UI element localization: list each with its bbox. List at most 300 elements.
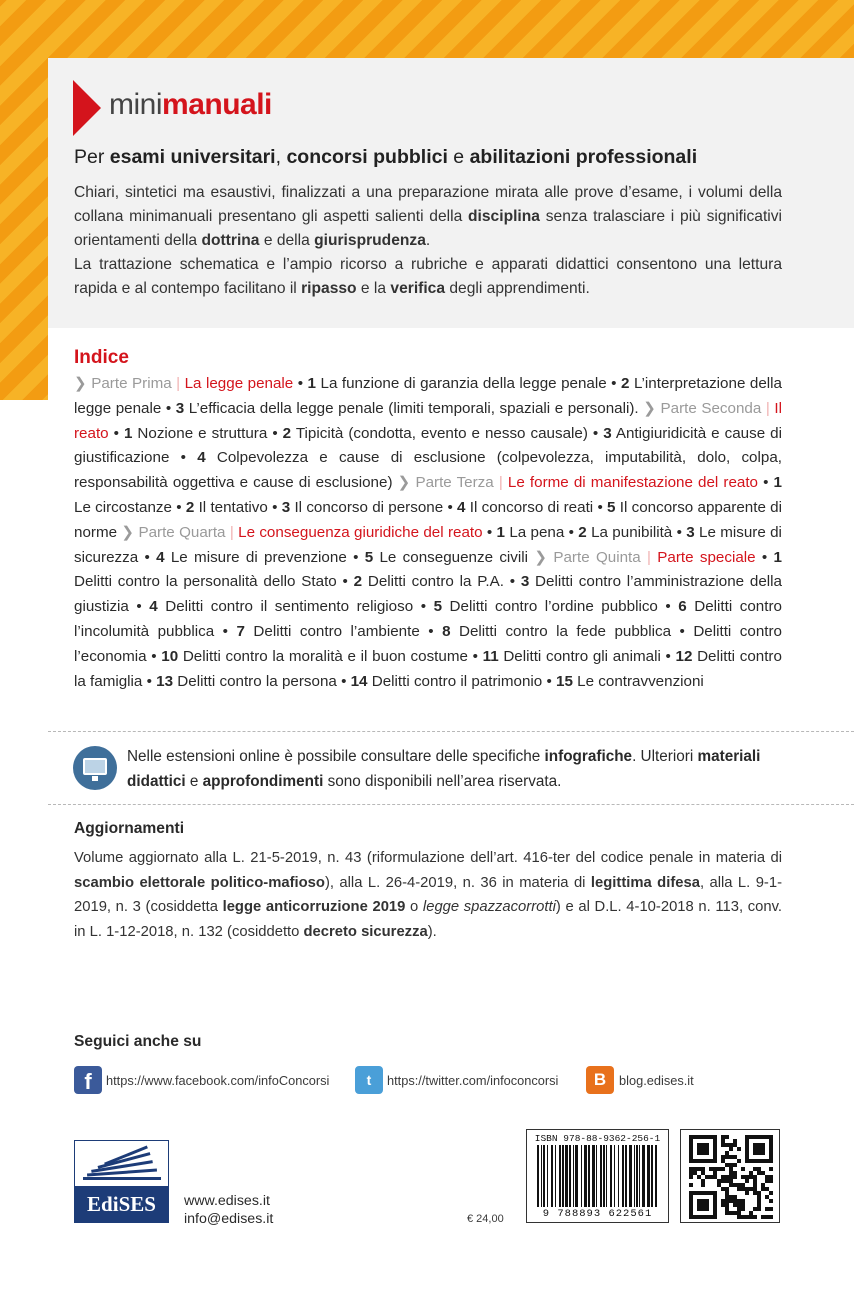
qr-module xyxy=(729,1167,733,1171)
qr-module xyxy=(737,1203,741,1207)
headline-emphasis: concorsi pubblici xyxy=(286,146,448,168)
barcode-bar xyxy=(569,1145,571,1207)
qr-finder xyxy=(697,1199,709,1211)
qr-module xyxy=(729,1179,733,1183)
chevron-right-icon: ❯ xyxy=(534,548,554,566)
qr-module xyxy=(753,1207,757,1211)
qr-module xyxy=(757,1167,761,1171)
qr-module xyxy=(733,1143,737,1147)
chapter-number: 11 xyxy=(482,647,499,665)
barcode-bar xyxy=(592,1145,595,1207)
facebook-icon[interactable]: f xyxy=(74,1066,102,1094)
chapter-title: Le misure di prevenzione xyxy=(170,548,347,566)
qr-module xyxy=(741,1207,745,1211)
qr-module xyxy=(765,1207,769,1211)
chevron-right-icon: ❯ xyxy=(643,399,661,417)
online-text: e xyxy=(185,772,203,790)
qr-module xyxy=(701,1171,705,1175)
qr-module xyxy=(721,1135,725,1139)
qr-module xyxy=(757,1207,761,1211)
qr-module xyxy=(769,1179,773,1183)
chapter-number: 1 xyxy=(773,474,782,492)
part-title: La legge penale xyxy=(184,375,294,392)
barcode-bar xyxy=(622,1145,624,1207)
qr-module xyxy=(725,1195,729,1199)
qr-module xyxy=(737,1207,741,1211)
qr-module xyxy=(729,1171,733,1175)
qr-module xyxy=(721,1143,725,1147)
bullet: • xyxy=(755,548,774,566)
intro-text: Chiari, sintetici ma esaustivi, finalizzati a una preparazione mirata alle prove d’esame, i volumi della collana minimanuali presentano gli aspetti salienti della xyxy=(74,184,782,225)
barcode-bars xyxy=(535,1145,661,1207)
barcode-bar xyxy=(655,1145,657,1207)
updates-italic: legge spazzacorrotti xyxy=(422,899,556,915)
chapter-title: La pena xyxy=(509,523,565,541)
intro-text: e della xyxy=(259,232,315,249)
intro-paragraph xyxy=(74,181,782,253)
twitter-link[interactable]: https://twitter.com/infoconcorsi xyxy=(387,1073,559,1088)
chapter-number: 5 xyxy=(364,548,374,566)
updates-bold: decreto sicurezza xyxy=(303,923,428,940)
part-title: Parte speciale xyxy=(657,548,756,566)
updates-normal: o xyxy=(405,899,423,915)
qr-module xyxy=(725,1211,729,1215)
qr-module xyxy=(729,1175,733,1179)
chapter-number: 3 xyxy=(175,399,185,417)
chapter-number: 15 xyxy=(556,672,573,690)
series-logo xyxy=(109,88,272,122)
screen-display xyxy=(85,760,105,773)
qr-module xyxy=(725,1203,729,1207)
part-label: Parte Prima xyxy=(91,375,172,392)
qr-module xyxy=(721,1199,725,1203)
intro-text: e la xyxy=(356,280,391,297)
barcode-bar xyxy=(581,1145,582,1207)
qr-module xyxy=(753,1215,757,1219)
qr-module xyxy=(729,1195,733,1199)
qr-module xyxy=(729,1143,733,1147)
chapter-title: Nozione e struttura xyxy=(137,424,268,442)
part-separator: | xyxy=(225,523,239,541)
headline xyxy=(74,146,697,169)
qr-module xyxy=(705,1175,709,1179)
qr-module xyxy=(745,1191,749,1195)
bullet: • xyxy=(413,598,434,616)
barcode-bar xyxy=(618,1145,619,1207)
chevron-right-icon: ❯ xyxy=(74,375,92,392)
facebook-link[interactable]: https://www.facebook.com/infoConcorsi xyxy=(106,1073,330,1088)
bullet: • xyxy=(587,424,604,442)
qr-module xyxy=(733,1199,737,1203)
qr-module xyxy=(741,1175,745,1179)
barcode-bar xyxy=(541,1145,542,1207)
qr-module xyxy=(749,1211,753,1215)
chapter-number: 6 xyxy=(678,598,687,616)
qr-module xyxy=(737,1147,741,1151)
chapter-number: 1 xyxy=(307,375,316,392)
barcode-bar xyxy=(575,1145,578,1207)
qr-module xyxy=(717,1179,721,1183)
divider xyxy=(48,804,854,805)
qr-module xyxy=(725,1175,729,1179)
barcode-bar xyxy=(636,1145,638,1207)
qr-pattern xyxy=(689,1135,773,1219)
qr-module xyxy=(697,1167,701,1171)
qr-module xyxy=(753,1183,757,1187)
qr-module xyxy=(745,1175,749,1179)
chapter-number: 4 xyxy=(149,598,158,616)
part-label: Parte Terza xyxy=(415,474,494,492)
qr-module xyxy=(741,1183,745,1187)
chapter-number: 2 xyxy=(185,498,195,516)
chapter-title: Il tentativo xyxy=(198,498,268,516)
qr-module xyxy=(733,1211,737,1215)
barcode-bar xyxy=(588,1145,590,1207)
qr-module xyxy=(717,1183,721,1187)
intro-text: senza tralasciare i più significativi orientamenti della xyxy=(74,208,782,249)
intro-emphasis: verifica xyxy=(390,280,446,297)
qr-module xyxy=(721,1187,725,1191)
qr-module xyxy=(749,1215,753,1219)
chapter-title: Tipicità (condotta, evento e nesso causale) xyxy=(295,424,588,442)
screen-stand xyxy=(92,776,98,781)
chapter-number: 2 xyxy=(578,523,587,541)
chapter-title: Delitti contro il patrimonio xyxy=(371,672,543,690)
qr-module xyxy=(689,1183,693,1187)
bullet: • xyxy=(138,548,157,566)
intro-text xyxy=(74,181,782,301)
barcode-bar xyxy=(614,1145,615,1207)
price: € 24,00 xyxy=(467,1213,504,1225)
chapter-title: Delitti contro la personalità dello Stato xyxy=(74,573,337,591)
updates-title: Aggiornamenti xyxy=(74,820,185,837)
bullet: • xyxy=(267,498,282,516)
bullet: • xyxy=(171,498,186,516)
intro-emphasis: giurisprudenza xyxy=(314,232,426,249)
table-of-contents xyxy=(74,372,782,694)
qr-finder xyxy=(753,1143,765,1155)
chapter-title: Delitti contro la moralità e il buon costume xyxy=(182,647,468,665)
isbn-label: ISBN 978-88-9362-256-1 xyxy=(534,1133,661,1144)
qr-module xyxy=(693,1171,697,1175)
qr-module xyxy=(761,1171,765,1175)
qr-module xyxy=(733,1171,737,1175)
bullet: • xyxy=(336,672,351,690)
online-extensions-note xyxy=(127,745,782,794)
website-link[interactable]: www.edises.it xyxy=(184,1193,270,1209)
qr-module xyxy=(753,1187,757,1191)
open-book-icon xyxy=(75,1141,168,1186)
bullet: • xyxy=(214,622,237,640)
chapter-title: Delitti contro l’incolumità pubblica xyxy=(74,598,782,640)
qr-module xyxy=(721,1159,725,1163)
qr-module xyxy=(725,1207,729,1211)
chapter-number: 5 xyxy=(607,498,616,516)
barcode-bar xyxy=(584,1145,587,1207)
bullet: • xyxy=(161,399,176,417)
qr-module xyxy=(713,1171,717,1175)
chapter-title: Delitti contro la P.A. xyxy=(367,573,504,591)
chapter-title: Delitti contro gli animali xyxy=(503,647,661,665)
chapter-number: 3 xyxy=(603,424,612,442)
chapter-number: 2 xyxy=(620,375,630,392)
publisher-logo xyxy=(74,1140,169,1223)
qr-module xyxy=(737,1183,741,1187)
qr-module xyxy=(769,1167,773,1171)
qr-code[interactable] xyxy=(680,1129,780,1223)
chapter-title: Delitti contro la famiglia xyxy=(74,647,782,690)
qr-module xyxy=(741,1199,745,1203)
bullet: • xyxy=(482,523,497,541)
barcode-bar xyxy=(603,1145,605,1207)
chapter-number: 14 xyxy=(350,672,368,690)
chapter-number: 1 xyxy=(496,523,505,541)
part-title: Le forme di manifestazione del reato xyxy=(507,474,759,492)
barcode-bar xyxy=(610,1145,612,1207)
chapter-title: L’interpretazione della legge penale xyxy=(74,375,782,417)
chapter-number: 4 xyxy=(156,548,165,566)
chapter-number: 10 xyxy=(161,647,179,665)
bullet: • xyxy=(293,375,308,392)
chevron-right-icon: ❯ xyxy=(397,474,416,492)
qr-module xyxy=(697,1175,701,1179)
barcode-bar xyxy=(573,1145,574,1207)
barcode-bar xyxy=(565,1145,568,1207)
qr-module xyxy=(769,1215,773,1219)
qr-module xyxy=(725,1163,729,1167)
qr-module xyxy=(721,1203,725,1207)
qr-module xyxy=(689,1171,693,1175)
blog-link[interactable]: blog.edises.it xyxy=(619,1073,694,1088)
updates-text xyxy=(74,846,782,944)
computer-screen-icon xyxy=(73,746,117,790)
qr-module xyxy=(721,1175,725,1179)
qr-module xyxy=(729,1163,733,1167)
qr-module xyxy=(765,1195,769,1199)
isbn-barcode xyxy=(526,1129,669,1223)
qr-module xyxy=(713,1175,717,1179)
updates-normal: ) e al D.L. 4-10-2018 n. 113, conv. in L. 1-12-2018, n. 132 (cosiddetto xyxy=(74,899,783,940)
chapter-title: L’efficacia della legge penale (limiti temporali, spaziali e personali). xyxy=(188,399,639,417)
qr-module xyxy=(725,1151,729,1155)
qr-module xyxy=(725,1143,729,1147)
updates-bold: legge anticorruzione 2019 xyxy=(222,899,406,915)
qr-module xyxy=(761,1187,765,1191)
qr-finder xyxy=(697,1143,709,1155)
bullet: • xyxy=(660,647,676,665)
qr-module xyxy=(729,1147,733,1151)
qr-module xyxy=(765,1175,769,1179)
blogger-icon[interactable]: B xyxy=(586,1066,614,1094)
qr-module xyxy=(733,1163,737,1167)
chapter-title: La funzione di garanzia della legge penale xyxy=(320,375,607,392)
headline-text: , xyxy=(275,146,287,168)
email-link[interactable]: info@edises.it xyxy=(184,1211,274,1227)
updates-bold: legittima difesa xyxy=(590,874,700,891)
online-emphasis: materiali didattici xyxy=(127,748,761,790)
barcode-bar xyxy=(629,1145,632,1207)
qr-module xyxy=(765,1179,769,1183)
qr-module xyxy=(737,1215,741,1219)
barcode-bar xyxy=(647,1145,650,1207)
chapter-title: Colpevolezza e cause di esclusione (colpevolezza, imputabilità, dolo, colpa, responsabilità oggettiva e cause di esclusione) xyxy=(74,449,782,492)
qr-module xyxy=(741,1203,745,1207)
qr-module xyxy=(757,1195,761,1199)
play-triangle-icon xyxy=(73,80,101,136)
barcode-bar xyxy=(537,1145,539,1207)
chapter-title: Delitti contro la persona xyxy=(177,672,337,690)
qr-module xyxy=(725,1179,729,1183)
part-separator: | xyxy=(493,474,508,492)
qr-module xyxy=(717,1167,721,1171)
qr-module xyxy=(737,1211,741,1215)
qr-module xyxy=(757,1203,761,1207)
headline-text: e xyxy=(447,146,470,168)
online-text: sono disponibili nell’area riservata. xyxy=(323,772,562,790)
chapter-title: Il concorso di reati xyxy=(469,498,594,516)
bullet: • xyxy=(671,622,694,640)
qr-module xyxy=(721,1155,725,1159)
barcode-bar xyxy=(625,1145,627,1207)
bullet: • xyxy=(169,449,198,467)
qr-module xyxy=(733,1155,737,1159)
online-text: . Ulteriori xyxy=(632,748,698,765)
part-separator: | xyxy=(761,399,775,417)
part-title: Il reato xyxy=(74,399,782,442)
barcode-bar xyxy=(547,1145,548,1207)
chapter-number: 3 xyxy=(686,523,695,541)
qr-module xyxy=(745,1215,749,1219)
qr-module xyxy=(733,1203,737,1207)
chapter-number: 4 xyxy=(197,449,206,467)
qr-module xyxy=(769,1175,773,1179)
intro-text: . xyxy=(425,232,431,249)
qr-module xyxy=(721,1139,725,1143)
barcode-bar xyxy=(551,1145,553,1207)
barcode-bar xyxy=(606,1145,607,1207)
barcode-bar xyxy=(543,1145,545,1207)
bullet: • xyxy=(142,672,157,690)
bullet: • xyxy=(657,598,679,616)
chapter-title: Il concorso di persone xyxy=(294,498,444,516)
qr-module xyxy=(689,1175,693,1179)
qr-module xyxy=(769,1207,773,1211)
chapter-title: La punibilità xyxy=(591,523,673,541)
qr-module xyxy=(757,1171,761,1175)
qr-module xyxy=(749,1175,753,1179)
bullet: • xyxy=(336,573,354,591)
bullet: • xyxy=(503,573,521,591)
online-text: Nelle estensioni online è possibile consultare delle specifiche xyxy=(127,748,545,765)
headline-text: Per xyxy=(74,146,110,168)
qr-module xyxy=(701,1179,705,1183)
publisher-name: EdiSES xyxy=(75,1186,168,1222)
qr-module xyxy=(713,1167,717,1171)
online-emphasis: infografiche xyxy=(544,748,633,765)
qr-module xyxy=(725,1199,729,1203)
qr-module xyxy=(741,1167,745,1171)
qr-module xyxy=(725,1135,729,1139)
barcode-bar xyxy=(596,1145,597,1207)
qr-module xyxy=(689,1167,693,1171)
chapter-title: Il concorso apparente di norme xyxy=(74,498,783,541)
barcode-bar xyxy=(559,1145,561,1207)
qr-module xyxy=(757,1191,761,1195)
chapter-number: 1 xyxy=(773,548,782,566)
chapter-title: Delitti contro l’amministrazione della giustizia xyxy=(74,573,782,616)
qr-module xyxy=(749,1171,753,1175)
bullet: • xyxy=(267,424,283,442)
qr-module xyxy=(745,1187,749,1191)
chapter-title: Le conseguenze civili xyxy=(379,548,529,566)
bullet: • xyxy=(564,523,579,541)
twitter-icon[interactable]: t xyxy=(355,1066,383,1094)
qr-module xyxy=(725,1155,729,1159)
barcode-bar xyxy=(634,1145,635,1207)
intro-text: degli apprendimenti. xyxy=(445,280,590,297)
chapter-title: Delitti contro la fede pubblica xyxy=(459,622,672,640)
updates-bold: scambio elettorale politico-mafioso xyxy=(74,874,325,891)
chapter-title: Delitti contro l’ambiente xyxy=(253,622,420,640)
qr-module xyxy=(721,1167,725,1171)
chapter-number: 7 xyxy=(236,622,245,640)
qr-module xyxy=(745,1179,749,1183)
qr-module xyxy=(729,1155,733,1159)
qr-module xyxy=(725,1187,729,1191)
qr-module xyxy=(753,1191,757,1195)
chapter-number: 3 xyxy=(520,573,530,591)
barcode-bar xyxy=(600,1145,602,1207)
qr-module xyxy=(693,1167,697,1171)
qr-module xyxy=(765,1215,769,1219)
chevron-right-icon: ❯ xyxy=(121,523,139,541)
qr-module xyxy=(725,1191,729,1195)
bullet: • xyxy=(593,498,608,516)
part-separator: | xyxy=(640,548,658,566)
qr-module xyxy=(701,1183,705,1187)
intro-emphasis: disciplina xyxy=(468,208,540,225)
divider xyxy=(48,731,854,732)
part-title: Le conseguenza giuridiche del reato xyxy=(238,523,483,541)
qr-module xyxy=(753,1175,757,1179)
intro-paragraph xyxy=(74,253,782,301)
qr-module xyxy=(729,1211,733,1215)
qr-module xyxy=(749,1187,753,1191)
qr-module xyxy=(733,1195,737,1199)
chapter-number: 2 xyxy=(353,573,363,591)
part-label: Parte Seconda xyxy=(660,399,762,417)
index-title: Indice xyxy=(74,347,129,368)
chapter-number: 5 xyxy=(433,598,443,616)
chapter-title: Antigiuridicità e cause di giustificazione xyxy=(74,424,782,467)
qr-module xyxy=(729,1183,733,1187)
publisher-contacts xyxy=(184,1192,273,1228)
barcode-bar xyxy=(639,1145,640,1207)
online-emphasis: approfondimenti xyxy=(202,772,324,790)
barcode-bar xyxy=(562,1145,564,1207)
qr-module xyxy=(769,1199,773,1203)
bullet: • xyxy=(467,647,483,665)
chapter-title: Delitti contro l’ordine pubblico xyxy=(449,598,658,616)
chapter-title: Delitti contro il sentimento religioso xyxy=(165,598,414,616)
chapter-number: 2 xyxy=(282,424,292,442)
headline-emphasis: abilitazioni professionali xyxy=(469,146,698,168)
logo-prefix: mini xyxy=(109,88,163,121)
bullet: • xyxy=(146,647,162,665)
bullet: • xyxy=(606,375,621,392)
intro-text: La trattazione schematica e l’ampio ricorso a rubriche e apparati didattici consentono una lettura rapida e al contempo facilitano il xyxy=(74,256,782,297)
part-label: Parte Quarta xyxy=(138,523,226,541)
